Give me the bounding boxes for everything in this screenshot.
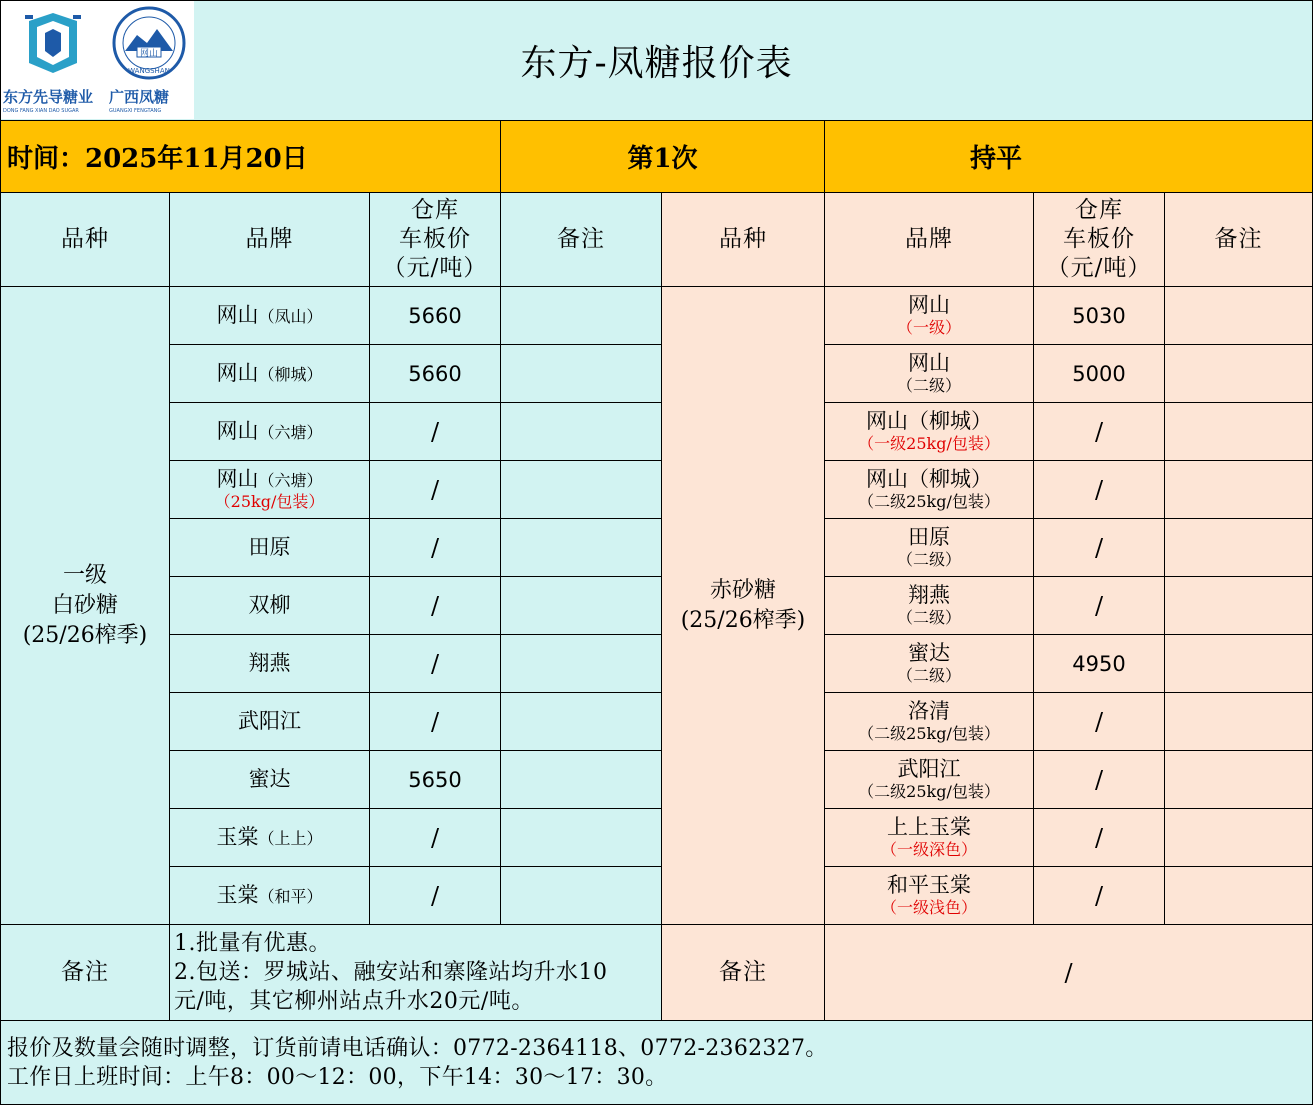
right-remark (1165, 461, 1313, 519)
right-brand: 田原 （二级） (825, 519, 1034, 577)
left-remark (501, 867, 662, 925)
left-price: 5660 (370, 287, 501, 345)
left-brand: 网山（六塘） (170, 403, 370, 461)
notes-text: 1.批量有优惠。 2.包送：罗城站、融安站和寨隆站均升水10 元/吨，其它柳州站点升水20元/吨。 (170, 925, 662, 1021)
header-price-right: 仓库 车板价 （元/吨） (1034, 193, 1165, 287)
left-brand: 网山（柳城） (170, 345, 370, 403)
left-remark (501, 345, 662, 403)
svg-text:DONG FANG XIAN DAO SUGAR: DONG FANG XIAN DAO SUGAR (3, 108, 79, 114)
right-remark (1165, 751, 1313, 809)
logo-area (1, 1, 194, 119)
left-price: / (370, 519, 501, 577)
left-remark (501, 809, 662, 867)
left-brand: 网山（六塘） （25kg/包装） (170, 461, 370, 519)
left-brand: 玉棠（上上） (170, 809, 370, 867)
right-brand: 网山 （一级） (825, 287, 1034, 345)
notes-label-right: 备注 (662, 925, 825, 1021)
left-brand: 网山（凤山） (170, 287, 370, 345)
left-brand: 玉棠（和平） (170, 867, 370, 925)
left-brand: 武阳江 (170, 693, 370, 751)
left-remark (501, 635, 662, 693)
right-remark (1165, 287, 1313, 345)
left-brand: 双柳 (170, 577, 370, 635)
right-remark (1165, 693, 1313, 751)
right-category: 赤砂糖 (25/26榨季) (662, 287, 825, 925)
left-remark (501, 403, 662, 461)
right-price: / (1034, 577, 1165, 635)
right-remark (1165, 635, 1313, 693)
right-brand: 洛清 （二级25kg/包装） (825, 693, 1034, 751)
header-price-left: 仓库 车板价 （元/吨） (370, 193, 501, 287)
right-price: 5030 (1034, 287, 1165, 345)
left-price: / (370, 403, 501, 461)
header-remark-right: 备注 (1165, 193, 1313, 287)
header-brand-left: 品牌 (170, 193, 370, 287)
right-brand: 武阳江 （二级25kg/包装） (825, 751, 1034, 809)
round-label: 第1次 (501, 121, 825, 193)
header-variety-left: 品种 (1, 193, 170, 287)
left-price: 5650 (370, 751, 501, 809)
right-price: / (1034, 751, 1165, 809)
right-remark (1165, 345, 1313, 403)
right-remark (1165, 867, 1313, 925)
notes-label-left: 备注 (1, 925, 170, 1021)
right-brand: 网山 （二级） (825, 345, 1034, 403)
left-remark (501, 519, 662, 577)
right-remark (1165, 577, 1313, 635)
left-category: 一级 白砂糖 (25/26榨季) (1, 287, 170, 925)
svg-text:网山: 网山 (139, 49, 159, 59)
left-brand: 田原 (170, 519, 370, 577)
title-cell (1, 1, 1313, 121)
left-price: / (370, 461, 501, 519)
date-label: 时间：2025年11月20日 (1, 121, 501, 193)
left-price: 5660 (370, 345, 501, 403)
svg-text:东方先导糖业: 东方先导糖业 (3, 88, 94, 106)
svg-text:GUANGXI FENGTANG: GUANGXI FENGTANG (109, 108, 162, 114)
left-remark (501, 751, 662, 809)
right-price: / (1034, 519, 1165, 577)
left-remark (501, 577, 662, 635)
left-remark (501, 287, 662, 345)
right-price: / (1034, 693, 1165, 751)
right-brand: 网山（柳城） （一级25kg/包装） (825, 403, 1034, 461)
right-price: 4950 (1034, 635, 1165, 693)
right-price: / (1034, 461, 1165, 519)
right-brand: 网山（柳城） （二级25kg/包装） (825, 461, 1034, 519)
footer-info: 报价及数量会随时调整，订货前请电话确认：0772-2364118、0772-2362327。 工作日上班时间：上午8：00～12：00，下午14：30～17：30。 (1, 1021, 1313, 1105)
company-logo-icon (1, 1, 194, 119)
right-brand: 翔燕 （二级） (825, 577, 1034, 635)
right-price: / (1034, 403, 1165, 461)
page-title: 东方-凤糖报价表 (520, 43, 793, 84)
header-remark-left: 备注 (501, 193, 662, 287)
left-price: / (370, 577, 501, 635)
right-price: / (1034, 867, 1165, 925)
right-brand: 蜜达 （二级） (825, 635, 1034, 693)
right-brand: 和平玉棠 （一级浅色） (825, 867, 1034, 925)
left-remark (501, 693, 662, 751)
left-price: / (370, 867, 501, 925)
left-remark (501, 461, 662, 519)
left-price: / (370, 809, 501, 867)
left-brand: 翔燕 (170, 635, 370, 693)
trend-label: 持平 (825, 121, 1313, 193)
notes-value-right: / (825, 925, 1313, 1021)
header-brand-right: 品牌 (825, 193, 1034, 287)
right-remark (1165, 519, 1313, 577)
svg-text:WANGSHAN: WANGSHAN (128, 67, 170, 75)
right-remark (1165, 403, 1313, 461)
left-price: / (370, 635, 501, 693)
right-remark (1165, 809, 1313, 867)
right-price: / (1034, 809, 1165, 867)
right-price: 5000 (1034, 345, 1165, 403)
header-variety-right: 品种 (662, 193, 825, 287)
right-brand: 上上玉棠 （一级深色） (825, 809, 1034, 867)
svg-text:广西凤糖: 广西凤糖 (109, 88, 170, 106)
left-price: / (370, 693, 501, 751)
left-brand: 蜜达 (170, 751, 370, 809)
